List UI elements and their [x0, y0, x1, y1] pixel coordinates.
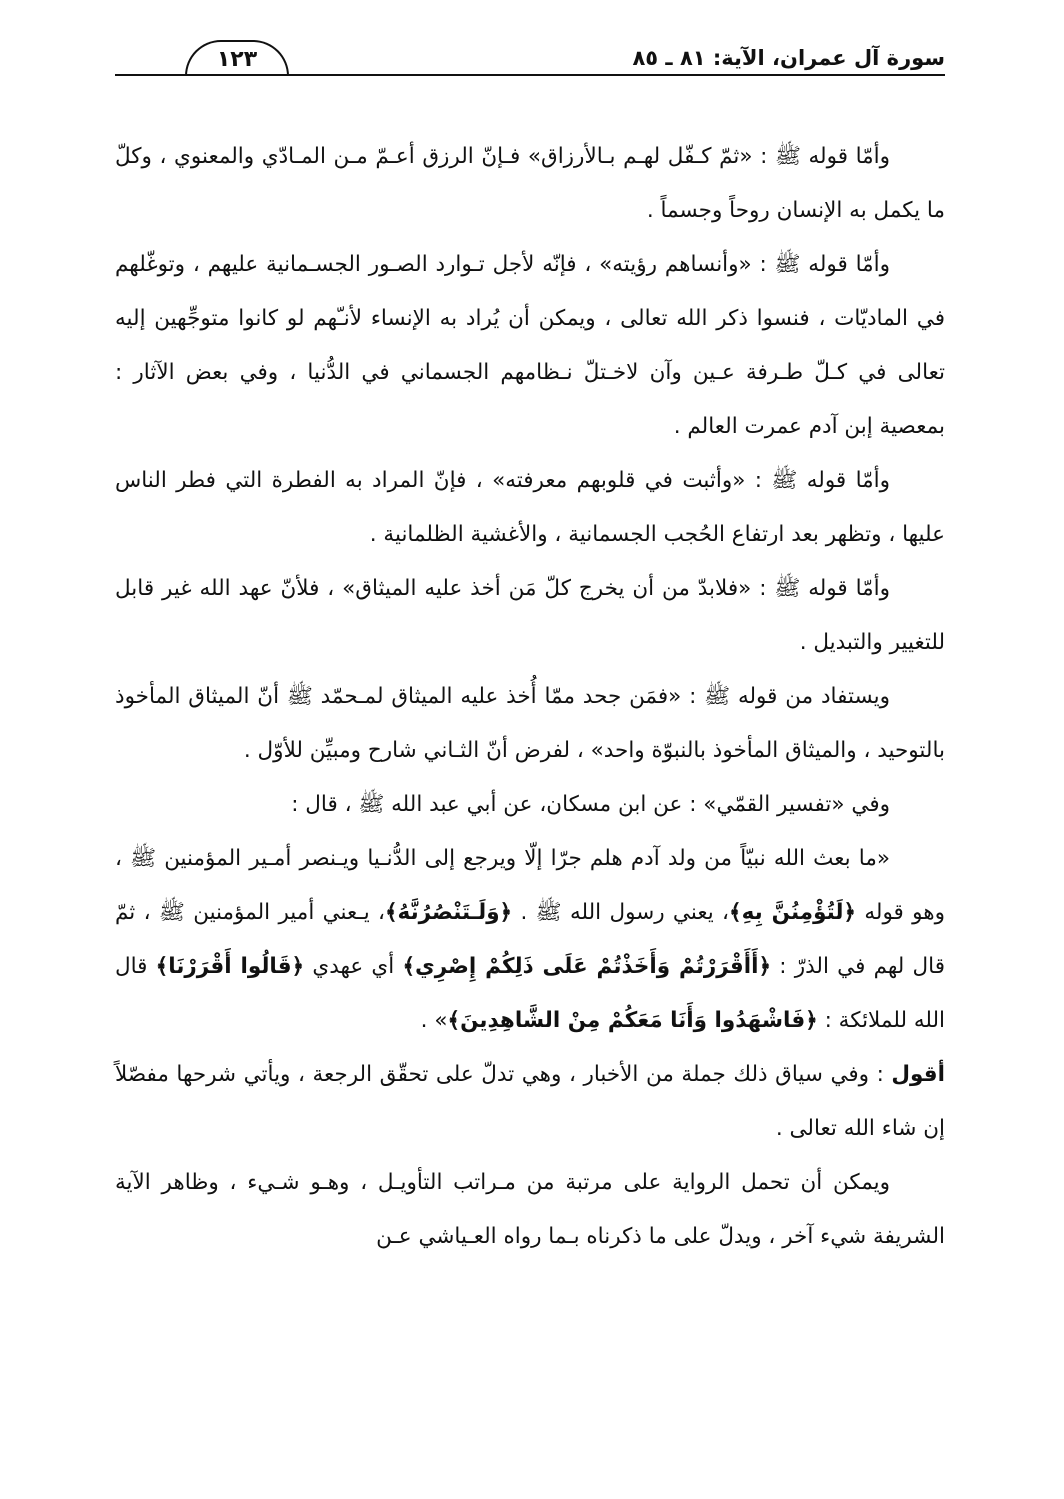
paragraph-ansahum: وأمّا قوله ﷺ : «وأنساهم رؤيته» ، فإنّه لأجل تـوارد الصـور الجسـمانية عليهم ، وتوغّلهم في الماديّات ، فنسوا ذكر الله تعالى ، ويمكن أن يُراد به الإنساء لأنـّهم لو كانوا متوجِّهين إليه تعالى في كـلّ طـرفة عـين وآن لاخـتلّ نـظامهم الجسماني في الدُّنيا ، وفي بعض الآثار : بمعصية إبن آدم عمرت العالم .: [115, 252, 945, 439]
hadith-text: قال الله للملائكة :: [115, 954, 945, 1033]
aqul-lead: أقول: [891, 1062, 945, 1087]
paragraph-arzaq: وأمّا قوله ﷺ : «ثمّ كـفّل لهـم بـالأرزاق» فـإنّ الرزق أعـمّ مـن المـادّي والمعنوي ، وكلّ ما يكمل به الإنسان روحاً وجسماً .: [115, 144, 945, 223]
quran-verse: ﴿أَأَقْرَرْتُمْ وَأَخَذْتُمْ عَلَى ذَلِكُمْ إِصْرِي﴾: [402, 954, 772, 979]
paragraph-yustafad: ويستفاد من قوله ﷺ : «فمَن جحد ممّا أُخذ عليه الميثاق لمـحمّد ﷺ أنّ الميثاق المأخوذ بالتوحيد ، والميثاق المأخوذ بالنبوّة واحد» ، لفرض أنّ الثـاني شارح ومبيِّن للأوّل .: [115, 684, 945, 763]
running-title: سورة آل عمران، الآية: ٨١ ـ ٨٥: [632, 46, 945, 70]
hadith-text: ، يعني رسول الله ﷺ .: [512, 900, 729, 925]
page-number: ١٢٣: [185, 40, 289, 76]
header-rule: [115, 74, 945, 76]
hadith-text: أي عهدي: [304, 954, 403, 979]
hadith-quote: [115, 832, 945, 1048]
paragraph-aqul: [115, 1048, 945, 1156]
paragraph-marifa: وأمّا قوله ﷺ : «وأثبت في قلوبهم معرفته» ، فإنّ المراد به الفطرة التي فطر الناس عليها ، وتظهر بعد ارتفاع الحُجب الجسمانية ، والأغشية الظلمانية .: [115, 468, 945, 547]
quran-verse: ﴿لَتُؤْمِنُنَّ بِهِ﴾: [728, 900, 857, 925]
aqul-text: : وفي سياق ذلك جملة من الأخبار ، وهي تدلّ على تحقّق الرجعة ، ويأتي شرحها مفصّلاً إن شاء الله تعالى .: [115, 1062, 945, 1141]
hadith-text: «ما بعث الله نبيّاً من ولد آدم هلم جرّا إلّا ويرجع إلى الدُّنـيا ويـنصر أمـير المؤمنين ﷺ ، وهو قوله: [115, 846, 945, 925]
hadith-text: ، يـعني أمير المؤمنين ﷺ ، ثمّ قال لهم في الذرّ :: [115, 900, 945, 979]
quran-verse: ﴿فَاشْهَدُوا وَأَنَا مَعَكُمْ مِنْ الشَّاهِدِينَ﴾: [447, 1008, 818, 1033]
hadith-text: » .: [420, 1008, 448, 1033]
quran-verse: ﴿وَلَـتَنْصُرُنَّهُ﴾: [384, 900, 513, 925]
paragraph-final: ويمكن أن تحمل الرواية على مرتبة من مـراتب التأويـل ، وهـو شـيء ، وظاهر الآية الشريفة شيء آخر ، ويدلّ على ما ذكرناه بـما رواه العـياشي عـن: [115, 1170, 945, 1249]
paragraph-tafsir-qummi: وفي «تفسير القمّي» : عن ابن مسكان، عن أبي عبد الله ﷺ ، قال :: [291, 792, 890, 817]
page-body: [115, 130, 945, 1264]
paragraph-mithaq: وأمّا قوله ﷺ : «فلابدّ من أن يخرج كلّ مَن أخذ عليه الميثاق» ، فلأنّ عهد الله غير قابل للتغيير والتبديل .: [115, 576, 945, 655]
quran-verse: ﴿قَالُوا أَقْرَرْنَا﴾: [155, 954, 305, 979]
page-header: [115, 38, 945, 86]
